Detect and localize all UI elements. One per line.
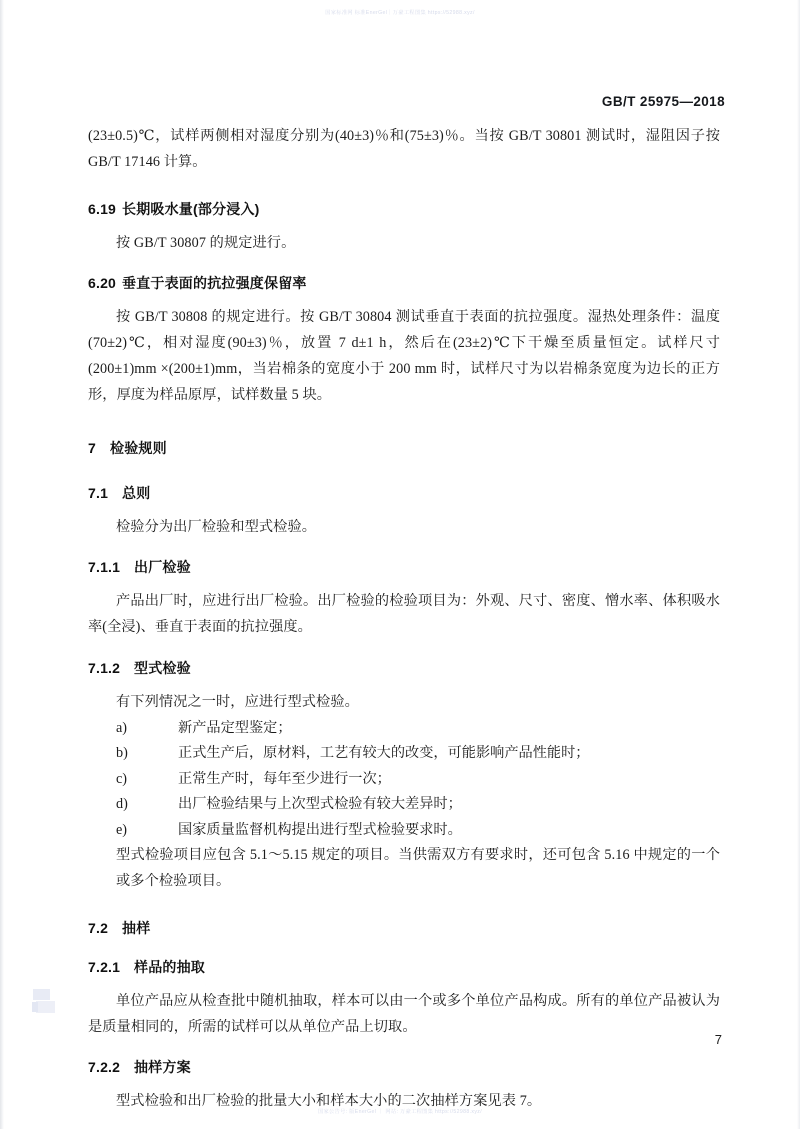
running-header-standard-number: GB/T 25975—2018	[601, 94, 725, 109]
heading-7	[88, 436, 720, 460]
heading-7-1-1-title: 出厂检验	[134, 559, 191, 576]
list-item-text: 国家质量监督机构提出进行型式检验要求时。	[178, 821, 462, 838]
heading-6-20	[88, 271, 720, 295]
heading-6-19-number: 6.19	[88, 200, 117, 217]
list-item-marker: d)	[116, 796, 128, 813]
heading-7-2-2-title: 抽样方案	[134, 1059, 191, 1076]
list-item-marker: c)	[116, 770, 128, 787]
heading-7-2-title: 抽样	[122, 919, 151, 936]
paragraph-7-1-1: 产品出厂时，应进行出厂检验。出厂检验的检验项目为：外观、尺寸、密度、憎水率、体积吸水率(全浸)、垂直于表面的抗拉强度。	[88, 593, 720, 636]
heading-7-1-2-number: 7.1.2	[88, 659, 121, 676]
paragraph-7-1: 检验分为出厂检验和型式检验。	[116, 518, 317, 535]
heading-7-1-1-number: 7.1.1	[88, 559, 121, 576]
list-item	[116, 741, 720, 767]
heading-7-1-title: 总则	[122, 484, 151, 501]
heading-7-1-2	[88, 656, 720, 680]
heading-6-19	[88, 197, 720, 221]
heading-7-number: 7	[88, 439, 96, 456]
heading-6-20-title: 垂直于表面的抗拉强度保留率	[122, 275, 307, 292]
heading-6-20-number: 6.20	[88, 275, 117, 292]
page-number: 7	[714, 1032, 722, 1047]
paragraph-6-19: 按 GB/T 30807 的规定进行。	[116, 234, 296, 251]
paragraph-7-2-1: 单位产品应从检查批中随机抽取，样本可以由一个或多个单位产品构成。所有的单位产品被认为是质量相同的，所需的试样可以从单位产品上切取。	[88, 992, 720, 1035]
list-item-text: 正常生产时，每年至少进行一次；	[178, 770, 391, 787]
corner-stamp-icon	[30, 985, 64, 1019]
heading-7-2-2	[88, 1055, 720, 1079]
heading-7-2-2-number: 7.2.2	[88, 1059, 121, 1076]
document-body	[88, 124, 720, 1115]
list-item-marker: e)	[116, 821, 128, 838]
list-item	[116, 818, 720, 844]
watermark-bottom: 国家公告号: 版EnerGel ｜ 网站: 万豪工程图集 https://52988.xyz/	[317, 1109, 483, 1115]
heading-7-title: 检验规则	[110, 439, 167, 456]
heading-7-2-1-number: 7.2.1	[88, 958, 121, 975]
heading-7-2-1	[88, 955, 720, 979]
list-item-marker: b)	[116, 745, 128, 762]
heading-7-1-1	[88, 555, 720, 579]
list-item	[116, 767, 720, 793]
heading-7-1-number: 7.1	[88, 484, 109, 501]
paragraph-6-20: 按 GB/T 30808 的规定进行。按 GB/T 30804 测试垂直于表面的抗拉强度。湿热处理条件：温度(70±2)℃，相对湿度(90±3)％，放置 7 d±1 h，然后在(23±2)℃下干燥至质量恒定。试样尺寸(200±1)mm ×(200±1)mm，当岩棉条的宽度小于 200 mm 时，试样尺寸为以岩棉条宽度为边长的正方形，厚度为样品原厚，试样数量 5 块。	[88, 309, 720, 403]
heading-7-2-1-title: 样品的抽取	[134, 958, 205, 975]
heading-6-19-title: 长期吸水量(部分浸入)	[122, 200, 260, 217]
list-item	[116, 716, 720, 742]
paragraph-opening: (23±0.5)℃，试样两侧相对湿度分别为(40±3)％和(75±3)％。当按 GB/T 30801 测试时，湿阻因子按 GB/T 17146 计算。	[88, 128, 720, 170]
heading-7-1-2-title: 型式检验	[134, 659, 191, 676]
list-item-marker: a)	[116, 719, 128, 736]
list-item-text: 出厂检验结果与上次型式检验有较大差异时；	[178, 796, 462, 813]
paragraph-7-1-2-lead: 有下列情况之一时，应进行型式检验。	[116, 693, 359, 710]
scan-edge-left	[0, 0, 4, 1129]
heading-7-2-number: 7.2	[88, 919, 109, 936]
paragraph-7-2-2: 型式检验和出厂检验的批量大小和样本大小的二次抽样方案见表 7。	[116, 1093, 542, 1110]
paragraph-7-1-2-closing: 型式检验项目应包含 5.1～5.15 规定的项目。当供需双方有要求时，还可包含 5.16 中规定的一个或多个检验项目。	[116, 847, 720, 890]
list-item-text: 正式生产后，原材料，工艺有较大的改变，可能影响产品性能时；	[178, 745, 590, 762]
heading-7-2	[88, 916, 720, 940]
heading-7-1	[88, 481, 720, 505]
watermark-top: 国家标准网 标准EnerGel｜万豪工程图集 https://52988.xyz/	[325, 10, 475, 16]
type-inspection-conditions-list	[116, 716, 720, 844]
list-item	[116, 792, 720, 818]
list-item-text: 新产品定型鉴定；	[178, 719, 292, 736]
